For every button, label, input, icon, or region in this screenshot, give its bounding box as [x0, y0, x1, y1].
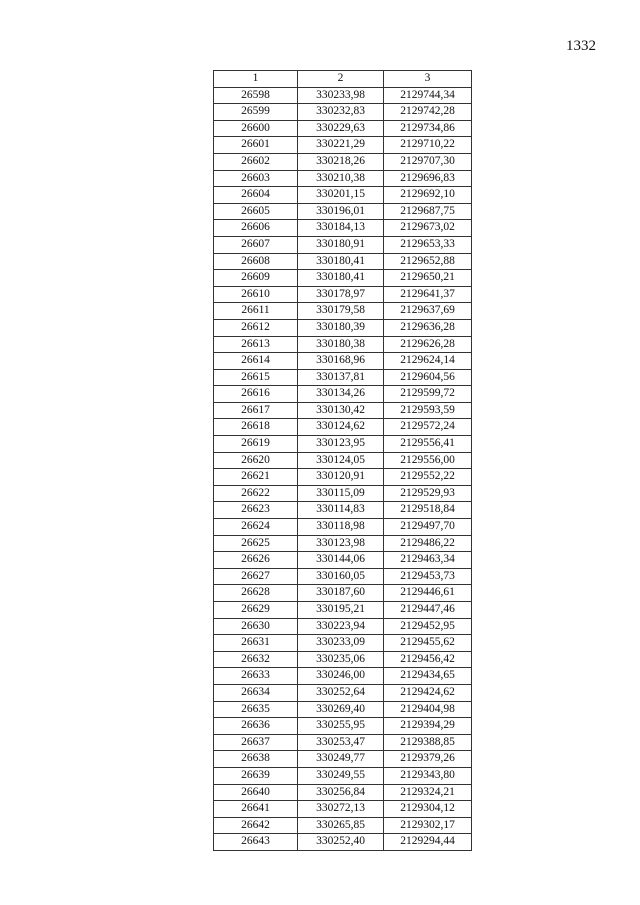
- y-coordinate-cell: 2129710,22: [384, 137, 472, 154]
- table-row: [214, 817, 472, 834]
- table-row: [214, 502, 472, 519]
- point-number-cell: 26640: [214, 784, 298, 801]
- table-row: [214, 137, 472, 154]
- y-coordinate-cell: 2129302,17: [384, 817, 472, 834]
- table-row: [214, 253, 472, 270]
- x-coordinate-cell: 330124,05: [298, 452, 384, 469]
- y-coordinate-cell: 2129556,00: [384, 452, 472, 469]
- table-row: [214, 469, 472, 486]
- point-number-cell: 26616: [214, 386, 298, 403]
- x-coordinate-cell: 330180,41: [298, 253, 384, 270]
- x-coordinate-cell: 330115,09: [298, 485, 384, 502]
- table-row: [214, 153, 472, 170]
- table-row: [214, 419, 472, 436]
- table-row: [214, 585, 472, 602]
- y-coordinate-cell: 2129626,28: [384, 336, 472, 353]
- x-coordinate-cell: 330253,47: [298, 734, 384, 751]
- point-number-cell: 26635: [214, 701, 298, 718]
- y-coordinate-cell: 2129424,62: [384, 684, 472, 701]
- table-row: [214, 120, 472, 137]
- x-coordinate-cell: 330256,84: [298, 784, 384, 801]
- column-header-2: 2: [298, 71, 384, 88]
- y-coordinate-cell: 2129687,75: [384, 203, 472, 220]
- y-coordinate-cell: 2129636,28: [384, 319, 472, 336]
- x-coordinate-cell: 330180,38: [298, 336, 384, 353]
- x-coordinate-cell: 330134,26: [298, 386, 384, 403]
- table-row: [214, 668, 472, 685]
- page-number: 1332: [566, 38, 596, 54]
- table-row: [214, 104, 472, 121]
- y-coordinate-cell: 2129447,46: [384, 602, 472, 619]
- table-row: [214, 187, 472, 204]
- x-coordinate-cell: 330187,60: [298, 585, 384, 602]
- x-coordinate-cell: 330252,40: [298, 834, 384, 851]
- table-row: [214, 87, 472, 104]
- x-coordinate-cell: 330233,09: [298, 635, 384, 652]
- x-coordinate-cell: 330118,98: [298, 519, 384, 536]
- y-coordinate-cell: 2129637,69: [384, 303, 472, 320]
- y-coordinate-cell: 2129734,86: [384, 120, 472, 137]
- y-coordinate-cell: 2129497,70: [384, 519, 472, 536]
- y-coordinate-cell: 2129453,73: [384, 568, 472, 585]
- point-number-cell: 26610: [214, 286, 298, 303]
- coordinates-table: [213, 70, 472, 851]
- x-coordinate-cell: 330180,41: [298, 270, 384, 287]
- x-coordinate-cell: 330235,06: [298, 651, 384, 668]
- table-row: [214, 336, 472, 353]
- y-coordinate-cell: 2129294,44: [384, 834, 472, 851]
- point-number-cell: 26604: [214, 187, 298, 204]
- y-coordinate-cell: 2129641,37: [384, 286, 472, 303]
- y-coordinate-cell: 2129624,14: [384, 353, 472, 370]
- table-row: [214, 386, 472, 403]
- table-row: [214, 319, 472, 336]
- y-coordinate-cell: 2129692,10: [384, 187, 472, 204]
- table-row: [214, 552, 472, 569]
- column-header-1: 1: [214, 71, 298, 88]
- table-row: [214, 270, 472, 287]
- table-row: [214, 602, 472, 619]
- y-coordinate-cell: 2129455,62: [384, 635, 472, 652]
- x-coordinate-cell: 330123,98: [298, 535, 384, 552]
- table-row: [214, 402, 472, 419]
- y-coordinate-cell: 2129446,61: [384, 585, 472, 602]
- x-coordinate-cell: 330265,85: [298, 817, 384, 834]
- x-coordinate-cell: 330249,55: [298, 767, 384, 784]
- x-coordinate-cell: 330221,29: [298, 137, 384, 154]
- x-coordinate-cell: 330130,42: [298, 402, 384, 419]
- x-coordinate-cell: 330272,13: [298, 801, 384, 818]
- x-coordinate-cell: 330249,77: [298, 751, 384, 768]
- y-coordinate-cell: 2129650,21: [384, 270, 472, 287]
- y-coordinate-cell: 2129652,88: [384, 253, 472, 270]
- point-number-cell: 26622: [214, 485, 298, 502]
- table-row: [214, 784, 472, 801]
- x-coordinate-cell: 330137,81: [298, 369, 384, 386]
- x-coordinate-cell: 330210,38: [298, 170, 384, 187]
- y-coordinate-cell: 2129388,85: [384, 734, 472, 751]
- x-coordinate-cell: 330246,00: [298, 668, 384, 685]
- y-coordinate-cell: 2129604,56: [384, 369, 472, 386]
- table-row: [214, 718, 472, 735]
- x-coordinate-cell: 330255,95: [298, 718, 384, 735]
- y-coordinate-cell: 2129486,22: [384, 535, 472, 552]
- point-number-cell: 26633: [214, 668, 298, 685]
- y-coordinate-cell: 2129324,21: [384, 784, 472, 801]
- point-number-cell: 26628: [214, 585, 298, 602]
- point-number-cell: 26606: [214, 220, 298, 237]
- x-coordinate-cell: 330184,13: [298, 220, 384, 237]
- y-coordinate-cell: 2129463,34: [384, 552, 472, 569]
- y-coordinate-cell: 2129593,59: [384, 402, 472, 419]
- x-coordinate-cell: 330180,39: [298, 319, 384, 336]
- table-row: [214, 303, 472, 320]
- y-coordinate-cell: 2129744,34: [384, 87, 472, 104]
- y-coordinate-cell: 2129518,84: [384, 502, 472, 519]
- point-number-cell: 26632: [214, 651, 298, 668]
- point-number-cell: 26626: [214, 552, 298, 569]
- point-number-cell: 26636: [214, 718, 298, 735]
- point-number-cell: 26638: [214, 751, 298, 768]
- table-row: [214, 220, 472, 237]
- x-coordinate-cell: 330233,98: [298, 87, 384, 104]
- table-row: [214, 452, 472, 469]
- x-coordinate-cell: 330168,96: [298, 353, 384, 370]
- point-number-cell: 26631: [214, 635, 298, 652]
- point-number-cell: 26621: [214, 469, 298, 486]
- point-number-cell: 26612: [214, 319, 298, 336]
- point-number-cell: 26619: [214, 436, 298, 453]
- table-row: [214, 701, 472, 718]
- table-row: [214, 236, 472, 253]
- x-coordinate-cell: 330114,83: [298, 502, 384, 519]
- x-coordinate-cell: 330232,83: [298, 104, 384, 121]
- x-coordinate-cell: 330124,62: [298, 419, 384, 436]
- table-row: [214, 767, 472, 784]
- y-coordinate-cell: 2129653,33: [384, 236, 472, 253]
- point-number-cell: 26618: [214, 419, 298, 436]
- point-number-cell: 26634: [214, 684, 298, 701]
- table-row: [214, 485, 472, 502]
- table-row: [214, 751, 472, 768]
- table-row: [214, 568, 472, 585]
- point-number-cell: 26602: [214, 153, 298, 170]
- point-number-cell: 26601: [214, 137, 298, 154]
- y-coordinate-cell: 2129556,41: [384, 436, 472, 453]
- point-number-cell: 26623: [214, 502, 298, 519]
- x-coordinate-cell: 330201,15: [298, 187, 384, 204]
- point-number-cell: 26607: [214, 236, 298, 253]
- point-number-cell: 26614: [214, 353, 298, 370]
- point-number-cell: 26600: [214, 120, 298, 137]
- x-coordinate-cell: 330196,01: [298, 203, 384, 220]
- point-number-cell: 26641: [214, 801, 298, 818]
- y-coordinate-cell: 2129394,29: [384, 718, 472, 735]
- point-number-cell: 26599: [214, 104, 298, 121]
- x-coordinate-cell: 330160,05: [298, 568, 384, 585]
- y-coordinate-cell: 2129552,22: [384, 469, 472, 486]
- point-number-cell: 26613: [214, 336, 298, 353]
- point-number-cell: 26609: [214, 270, 298, 287]
- table-row: [214, 369, 472, 386]
- y-coordinate-cell: 2129434,65: [384, 668, 472, 685]
- x-coordinate-cell: 330223,94: [298, 618, 384, 635]
- table-row: [214, 170, 472, 187]
- x-coordinate-cell: 330195,21: [298, 602, 384, 619]
- table-row: [214, 618, 472, 635]
- y-coordinate-cell: 2129379,26: [384, 751, 472, 768]
- table-row: [214, 203, 472, 220]
- point-number-cell: 26639: [214, 767, 298, 784]
- y-coordinate-cell: 2129304,12: [384, 801, 472, 818]
- table-body: [214, 87, 472, 850]
- point-number-cell: 26605: [214, 203, 298, 220]
- x-coordinate-cell: 330178,97: [298, 286, 384, 303]
- x-coordinate-cell: 330120,91: [298, 469, 384, 486]
- point-number-cell: 26620: [214, 452, 298, 469]
- point-number-cell: 26627: [214, 568, 298, 585]
- x-coordinate-cell: 330218,26: [298, 153, 384, 170]
- x-coordinate-cell: 330179,58: [298, 303, 384, 320]
- x-coordinate-cell: 330229,63: [298, 120, 384, 137]
- table-row: [214, 635, 472, 652]
- table-row: [214, 535, 472, 552]
- y-coordinate-cell: 2129707,30: [384, 153, 472, 170]
- point-number-cell: 26598: [214, 87, 298, 104]
- point-number-cell: 26611: [214, 303, 298, 320]
- x-coordinate-cell: 330123,95: [298, 436, 384, 453]
- point-number-cell: 26624: [214, 519, 298, 536]
- table-row: [214, 801, 472, 818]
- x-coordinate-cell: 330269,40: [298, 701, 384, 718]
- point-number-cell: 26617: [214, 402, 298, 419]
- point-number-cell: 26603: [214, 170, 298, 187]
- point-number-cell: 26642: [214, 817, 298, 834]
- point-number-cell: 26637: [214, 734, 298, 751]
- y-coordinate-cell: 2129343,80: [384, 767, 472, 784]
- point-number-cell: 26629: [214, 602, 298, 619]
- table-row: [214, 353, 472, 370]
- y-coordinate-cell: 2129452,95: [384, 618, 472, 635]
- table-row: [214, 436, 472, 453]
- table-row: [214, 651, 472, 668]
- point-number-cell: 26615: [214, 369, 298, 386]
- y-coordinate-cell: 2129696,83: [384, 170, 472, 187]
- point-number-cell: 26625: [214, 535, 298, 552]
- table-row: [214, 684, 472, 701]
- table-row: [214, 834, 472, 851]
- x-coordinate-cell: 330144,06: [298, 552, 384, 569]
- y-coordinate-cell: 2129742,28: [384, 104, 472, 121]
- table-row: [214, 734, 472, 751]
- y-coordinate-cell: 2129673,02: [384, 220, 472, 237]
- y-coordinate-cell: 2129529,93: [384, 485, 472, 502]
- y-coordinate-cell: 2129599,72: [384, 386, 472, 403]
- x-coordinate-cell: 330180,91: [298, 236, 384, 253]
- y-coordinate-cell: 2129456,42: [384, 651, 472, 668]
- x-coordinate-cell: 330252,64: [298, 684, 384, 701]
- point-number-cell: 26630: [214, 618, 298, 635]
- point-number-cell: 26643: [214, 834, 298, 851]
- y-coordinate-cell: 2129572,24: [384, 419, 472, 436]
- table-header-row: [214, 71, 472, 88]
- y-coordinate-cell: 2129404,98: [384, 701, 472, 718]
- table-row: [214, 286, 472, 303]
- column-header-3: 3: [384, 71, 472, 88]
- table-row: [214, 519, 472, 536]
- point-number-cell: 26608: [214, 253, 298, 270]
